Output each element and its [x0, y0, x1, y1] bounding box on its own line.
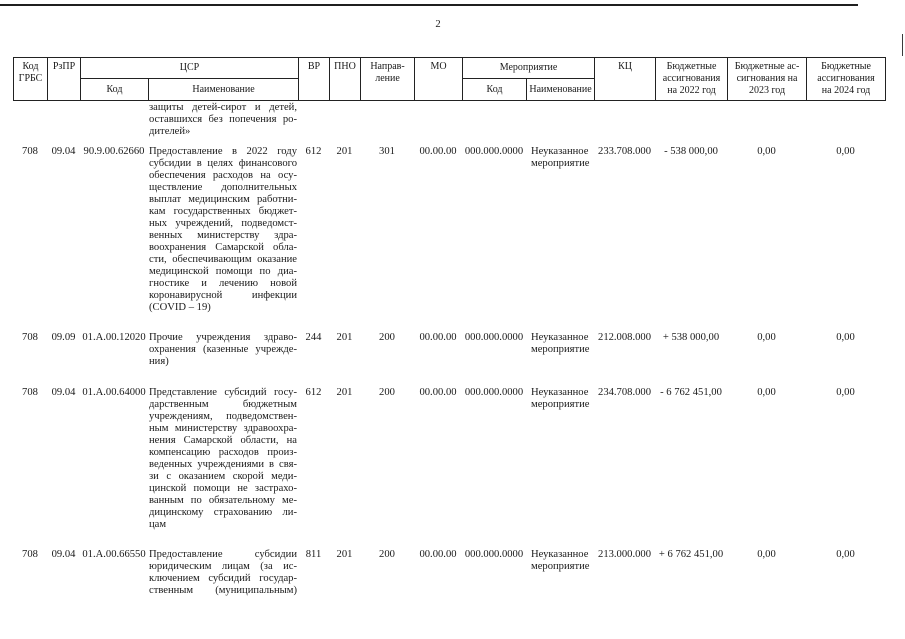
csr-name-line: ключением субсидий государ-: [149, 573, 297, 584]
csr-name-cell: [149, 549, 297, 597]
mo-code-cell: 00.00.00: [419, 387, 457, 398]
header-line: Бюджетные: [821, 61, 871, 72]
header-line: ление: [375, 73, 400, 84]
csr-name-line: цам: [149, 519, 167, 530]
budget-2022-cell: + 538 000,00: [662, 332, 720, 343]
csr-code-cell: 01.А.00.12020: [82, 332, 146, 343]
csr-name-line: ществление дополнительных: [149, 182, 297, 193]
header-line: ПНО: [334, 61, 356, 72]
csr-name-cell: [149, 146, 297, 314]
header-line: ЦСР: [179, 62, 200, 73]
budget-2023-cell: 0,00: [757, 549, 776, 560]
vr-code-cell: 612: [305, 146, 322, 157]
header-line: Мероприятие: [499, 62, 558, 73]
header-line: Код: [106, 83, 123, 95]
direction-code-cell: 200: [379, 332, 395, 343]
csr-name-line: ванным по обязательному ме-: [149, 495, 297, 506]
csr-code-cell: 01.А.00.66550: [82, 549, 146, 560]
csr-name-line: Предоставление в 2022 году: [149, 146, 297, 157]
header-line: ВР: [307, 61, 321, 72]
csr-name-line: компенсацию расходов произ-: [149, 447, 297, 458]
header-line: Наименование: [192, 83, 255, 95]
event-name-cell: Неуказанное мероприятие: [531, 332, 590, 355]
budget-2022-cell: - 538 000,00: [664, 146, 718, 157]
direction-code-cell: 200: [379, 549, 395, 560]
csr-name-line: выплат медицинским работни-: [149, 194, 297, 205]
csr-name-line: кам государственных бюджет-: [149, 206, 297, 217]
header-line: РзПР: [52, 61, 76, 72]
event-code-cell: 000.000.0000: [464, 549, 524, 560]
csr-name-line: ственным (муниципальным): [149, 585, 297, 596]
event-name-cell: Неуказанное мероприятие: [531, 146, 590, 169]
csr-name-line: обеспечения расходов на осу-: [149, 170, 297, 181]
budget-2023-cell: 0,00: [757, 332, 776, 343]
budget-2024-cell: 0,00: [836, 146, 855, 157]
header-line: Направ-: [370, 61, 405, 72]
mo-code-cell: 00.00.00: [419, 549, 457, 560]
header-line: МО: [430, 61, 447, 72]
header-line: КЦ: [618, 61, 632, 72]
csr-name-line: воохранения Самарской обла-: [149, 242, 297, 253]
csr-name-line: цинской помощи не застрахо-: [149, 483, 297, 494]
grbs-code-cell: 708: [22, 332, 38, 343]
budget-2022-cell: - 6 762 451,00: [660, 387, 722, 398]
csr-name-cell: [149, 102, 297, 138]
vr-code-cell: 244: [305, 332, 322, 343]
csr-name-line: Прочие учреждения здраво-: [149, 332, 297, 343]
csr-name-line: коронавирусной инфекции: [149, 290, 297, 301]
csr-code-cell: 90.9.00.62660: [83, 146, 145, 157]
pno-code-cell: 201: [336, 146, 353, 157]
csr-name-line: Представление субсидий госу-: [149, 387, 297, 398]
csr-name-line: веденных учреждениями в свя-: [149, 459, 297, 470]
header-line: Код: [486, 83, 503, 95]
csr-name-line: ным министерству здравоохра-: [149, 423, 297, 434]
pno-code-cell: 201: [336, 549, 353, 560]
pno-code-cell: 201: [336, 387, 353, 398]
csr-name-line: дителей»: [149, 126, 191, 137]
csr-name-line: гностике и лечению новой: [149, 278, 297, 289]
direction-code-cell: 301: [379, 146, 395, 157]
header-line: ассигнования: [817, 73, 875, 84]
csr-name-line: Предоставление субсидии: [149, 549, 297, 560]
csr-name-cell: [149, 332, 297, 368]
header-line: Код: [22, 61, 39, 72]
csr-name-line: дицинскому страхованию ли-: [149, 507, 297, 518]
csr-name-line: дарственным бюджетным: [149, 399, 297, 410]
csr-name-line: сти, обеспечивающим оказание: [149, 254, 297, 265]
csr-name-line: субсидии в целях финансового: [149, 158, 297, 169]
header-line: 2023 год: [748, 85, 786, 96]
mo-code-cell: 00.00.00: [419, 146, 457, 157]
mo-code-cell: 00.00.00: [419, 332, 457, 343]
event-code-cell: 000.000.0000: [464, 332, 524, 343]
csr-name-line: ния): [149, 356, 169, 367]
csr-code-cell: 01.А.00.64000: [82, 387, 146, 398]
kc-code-cell: 213.000.000: [598, 549, 651, 560]
header-line: Наименование: [529, 83, 592, 95]
header-line: ассигнования: [662, 73, 721, 84]
section-code-cell: 09.04: [51, 146, 76, 157]
csr-name-line: венных министерству здра-: [149, 230, 297, 241]
event-name-cell: Неуказанное мероприятие: [531, 387, 590, 410]
csr-name-line: медицинской помощи по диа-: [149, 266, 297, 277]
csr-name-line: оставшихся без попечения ро-: [149, 114, 297, 125]
header-line: сигнования на: [736, 73, 798, 84]
csr-name-line: охранения (казенные учрежде-: [149, 344, 297, 355]
vr-code-cell: 612: [305, 387, 322, 398]
kc-code-cell: 234.708.000: [598, 387, 651, 398]
section-code-cell: 09.09: [51, 332, 76, 343]
csr-name-line: нения Самарской области, на: [149, 435, 297, 446]
budget-2024-cell: 0,00: [836, 332, 855, 343]
csr-name-line: учреждениям, подведомствен-: [149, 411, 297, 422]
csr-name-line: (COVID – 19): [149, 302, 211, 313]
csr-name-line: ных учреждений, подведомст-: [149, 218, 297, 229]
kc-code-cell: 212.008.000: [598, 332, 651, 343]
csr-name-line: юридическим лицам (за ис-: [149, 561, 297, 572]
grbs-code-cell: 708: [22, 387, 38, 398]
section-code-cell: 09.04: [51, 387, 76, 398]
budget-2024-cell: 0,00: [836, 387, 855, 398]
csr-name-cell: [149, 387, 297, 531]
event-code-cell: 000.000.0000: [464, 387, 524, 398]
grbs-code-cell: 708: [22, 549, 38, 560]
section-code-cell: 09.04: [51, 549, 76, 560]
header-line: Бюджетные ас-: [734, 61, 800, 72]
header-line: на 2024 год: [821, 85, 871, 96]
header-line: Бюджетные: [666, 61, 717, 72]
header-line: на 2022 год: [667, 85, 716, 96]
csr-name-line: защиты детей-сирот и детей,: [149, 102, 297, 113]
kc-code-cell: 233.708.000: [598, 146, 651, 157]
page-number: 2: [435, 19, 441, 30]
event-name-cell: Неуказанное мероприятие: [531, 549, 590, 572]
budget-2024-cell: 0,00: [836, 549, 855, 560]
direction-code-cell: 200: [379, 387, 395, 398]
header-line: ГРБС: [18, 73, 43, 84]
grbs-code-cell: 708: [22, 146, 38, 157]
pno-code-cell: 201: [336, 332, 353, 343]
budget-2023-cell: 0,00: [757, 146, 776, 157]
vr-code-cell: 811: [305, 549, 322, 560]
event-code-cell: 000.000.0000: [464, 146, 524, 157]
budget-2022-cell: + 6 762 451,00: [658, 549, 724, 560]
budget-2023-cell: 0,00: [757, 387, 776, 398]
csr-name-line: зи с оказанием скорой меди-: [149, 471, 297, 482]
